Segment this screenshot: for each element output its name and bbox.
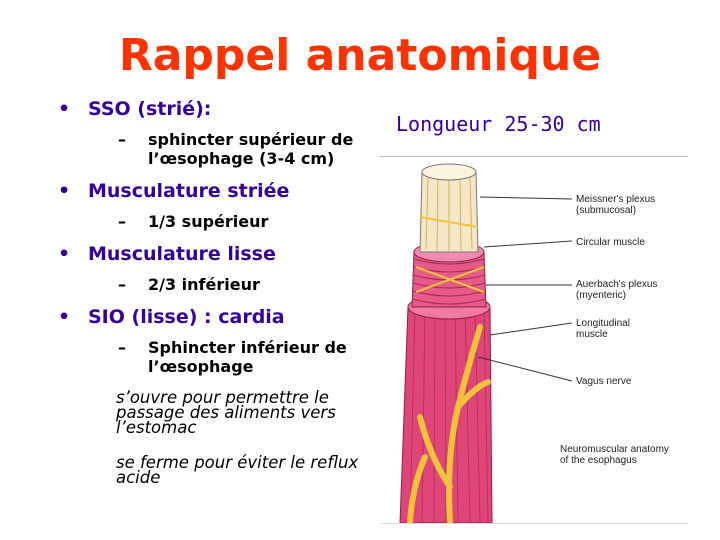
subbullet-text: 2/3 inférieur — [148, 275, 260, 294]
subbullet-sso: – sphincter supérieur de l’œsophage (3-4 cm) — [118, 130, 354, 168]
length-heading: Longueur 25-30 cm — [396, 112, 601, 136]
bullet-text: SSO (strié): — [88, 98, 212, 120]
subbullet-text: Sphincter inférieur de l’œsophage — [148, 338, 347, 376]
bullet-striated: • Musculature striée — [58, 180, 290, 202]
label-meissner: Meissner's plexus (submucosal) — [576, 194, 656, 216]
bullet-text: Musculature lisse — [88, 243, 276, 265]
slide-title: Rappel anatomique — [118, 30, 602, 81]
bullet-list — [58, 98, 378, 485]
note-opens: s’ouvre pour permettre le passage des aliments vers l’estomac — [116, 388, 336, 437]
diagram-caption: Neuromuscular anatomy of the esophagus — [560, 444, 669, 466]
note-closes: se ferme pour éviter le reflux acide — [116, 453, 359, 487]
bullet-sso: • SSO (strié): — [58, 98, 212, 120]
subbullet-striated: – 1/3 supérieur — [118, 212, 269, 231]
subbullet-sio: – Sphincter inférieur de l’œsophage — [118, 338, 347, 376]
bullet-sio: • SIO (lisse) : cardia — [58, 306, 285, 328]
bullet-smooth: • Musculature lisse — [58, 243, 276, 265]
bullet-text: SIO (lisse) : cardia — [88, 306, 285, 328]
subbullet-text: 1/3 supérieur — [148, 212, 269, 231]
esophagus-diagram — [380, 157, 688, 524]
label-longitudinal-muscle: Longitudinal muscle — [576, 318, 630, 340]
label-auerbach: Auerbach's plexus (myenteric) — [576, 279, 658, 301]
label-circular-muscle: Circular muscle — [576, 237, 645, 248]
bullet-text: Musculature striée — [88, 180, 290, 202]
subbullet-smooth: – 2/3 inférieur — [118, 275, 260, 294]
label-vagus-nerve: Vagus nerve — [576, 376, 632, 387]
subbullet-text: sphincter supérieur de l’œsophage (3-4 cm) — [148, 130, 354, 168]
